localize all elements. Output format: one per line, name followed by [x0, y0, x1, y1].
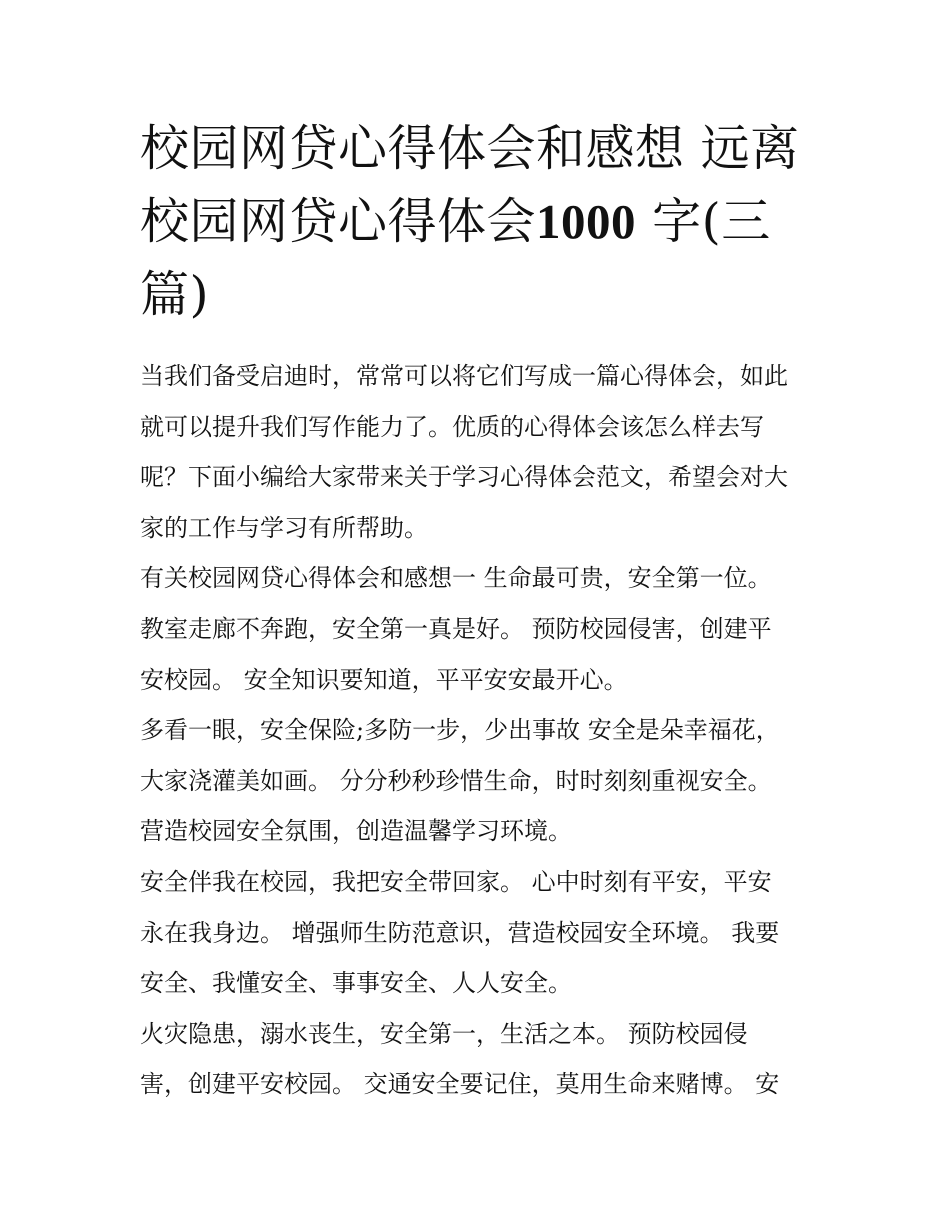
- title-word-count: 1000: [536, 194, 637, 249]
- body-line: 营造校园安全氛围，创造温馨学习环境。: [140, 817, 572, 846]
- document-title: [140, 112, 820, 331]
- title-line-2: [140, 185, 820, 258]
- title-line-1: 校园网贷心得体会和感想 远离: [140, 120, 800, 177]
- body-line: 教室走廊不奔跑，安全第一真是好。 预防校园侵害，创建平: [140, 614, 772, 643]
- title-line-2-text: 校园网贷心得体会: [140, 193, 537, 250]
- title-line-2-suffix: 字(三: [652, 193, 771, 250]
- body-line: 大家浇灌美如画。 分分秒秒珍惜生命，时时刻刻重视安全。: [140, 766, 772, 795]
- body-line: 有关校园网贷心得体会和感想一 生命最可贵，安全第一位。: [140, 564, 772, 593]
- title-line-3: 篇): [140, 266, 210, 323]
- body-line: 呢？下面小编给大家带来关于学习心得体会范文，希望会对大: [140, 463, 788, 492]
- body-line: 害，创建平安校园。 交通安全要记住，莫用生命来赌博。 安: [140, 1070, 780, 1099]
- body-line: 安全、我懂安全、事事安全、人人安全。: [140, 969, 572, 998]
- body-line: 安校园。 安全知识要知道，平平安安最开心。: [140, 665, 628, 694]
- body-line: 就可以提升我们写作能力了。优质的心得体会该怎么样去写: [140, 412, 764, 441]
- body-line: 多看一眼，安全保险;多防一步，少出事故 安全是朵幸福花，: [140, 716, 780, 745]
- document-body: [140, 351, 820, 1110]
- body-line: 永在我身边。 增强师生防范意识，营造校园安全环境。 我要: [140, 918, 780, 947]
- body-line: 安全伴我在校园，我把安全带回家。 心中时刻有平安，平安: [140, 867, 772, 896]
- body-line: 火灾隐患，溺水丧生，安全第一，生活之本。 预防校园侵: [140, 1019, 748, 1048]
- body-line: 当我们备受启迪时，常常可以将它们写成一篇心得体会，如此: [140, 362, 788, 390]
- body-line: 家的工作与学习有所帮助。: [140, 513, 428, 542]
